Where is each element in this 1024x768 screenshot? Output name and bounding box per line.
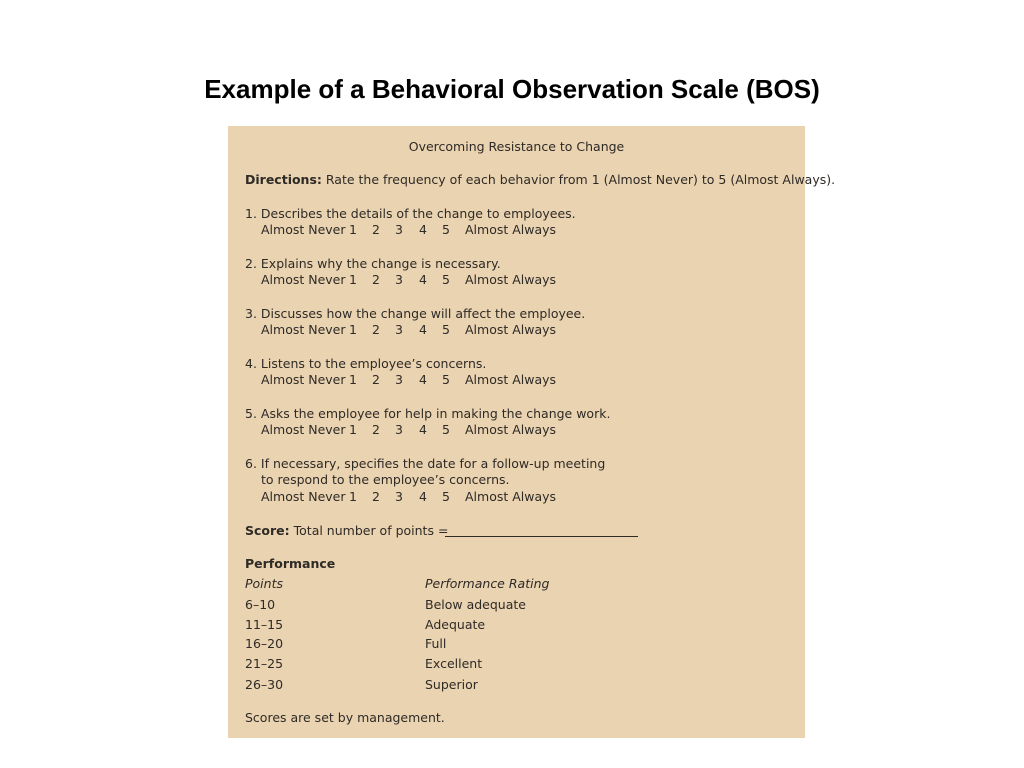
form-heading: Overcoming Resistance to Change: [408, 139, 625, 154]
scale-option-3: 3: [395, 322, 403, 337]
scale-low-label: Almost Never: [261, 372, 346, 387]
scale-low-label: Almost Never: [261, 322, 346, 337]
footnote: Scores are set by management.: [245, 710, 445, 725]
scale-option-4: 4: [419, 272, 427, 287]
scale-option-2: 2: [372, 322, 380, 337]
scale-option-4: 4: [419, 372, 427, 387]
slide-title: Example of a Behavioral Observation Scale (BOS): [204, 74, 820, 104]
scale-option-1: 1: [349, 372, 357, 387]
scale-option-2: 2: [372, 422, 380, 437]
scale-option-1: 1: [349, 272, 357, 287]
scale-option-2: 2: [372, 222, 380, 237]
performance-rating: Full: [425, 636, 447, 651]
performance-row: [245, 677, 645, 693]
points-column-header: Points: [245, 576, 283, 591]
scale-option-2: 2: [372, 272, 380, 287]
scale-low-label: Almost Never: [261, 272, 346, 287]
scale-option-3: 3: [395, 272, 403, 287]
scale-low-label: Almost Never: [261, 222, 346, 237]
performance-row: [245, 597, 645, 613]
points-range: 11–15: [245, 617, 284, 632]
scale-high-label: Almost Always: [465, 372, 557, 387]
scale-option-4: 4: [419, 489, 427, 504]
scale-option-2: 2: [372, 372, 380, 387]
scale-option-1: 1: [349, 322, 357, 337]
scale-high-label: Almost Always: [465, 322, 557, 337]
points-range: 26–30: [245, 677, 284, 692]
scale-low-label: Almost Never: [261, 422, 346, 437]
scale-option-4: 4: [419, 322, 427, 337]
performance-rating: Adequate: [425, 617, 486, 632]
item-2-text: 2. Explains why the change is necessary.: [245, 256, 501, 271]
points-range: 16–20: [245, 636, 284, 651]
points-range: 6–10: [245, 597, 276, 612]
performance-row: [245, 617, 645, 633]
scale-option-5: 5: [442, 422, 450, 437]
scale-high-label: Almost Always: [465, 422, 557, 437]
item-5-text: 5. Asks the employee for help in making the change work.: [245, 406, 611, 421]
scale-option-3: 3: [395, 372, 403, 387]
scale-option-5: 5: [442, 222, 450, 237]
points-range: 21–25: [245, 656, 284, 671]
scale-option-5: 5: [442, 372, 450, 387]
performance-rating: Excellent: [425, 656, 483, 671]
directions-label: Directions:: [245, 172, 322, 187]
directions-text: Rate the frequency of each behavior from 1 (Almost Never) to 5 (Almost Always).: [321, 172, 836, 187]
scale-high-label: Almost Always: [465, 489, 557, 504]
scale-low-label: Almost Never: [261, 489, 346, 504]
scale-option-4: 4: [419, 222, 427, 237]
scale-high-label: Almost Always: [465, 222, 557, 237]
scale-option-4: 4: [419, 422, 427, 437]
performance-header-row: [245, 576, 645, 592]
item-4-text: 4. Listens to the employee’s concerns.: [245, 356, 487, 371]
scale-high-label: Almost Always: [465, 272, 557, 287]
performance-rating: Superior: [425, 677, 478, 692]
scale-option-1: 1: [349, 422, 357, 437]
performance-heading: Performance: [245, 556, 336, 571]
performance-row: [245, 656, 645, 672]
scale-option-1: 1: [349, 222, 357, 237]
scale-option-3: 3: [395, 489, 403, 504]
performance-rating: Below adequate: [425, 597, 526, 612]
score-blank: [445, 536, 638, 537]
scale-option-2: 2: [372, 489, 380, 504]
item-1-text: 1. Describes the details of the change to employees.: [245, 206, 576, 221]
score-text: Total number of points =: [289, 523, 449, 538]
rating-column-header: Performance Rating: [425, 576, 550, 591]
scale-option-5: 5: [442, 489, 450, 504]
item-6-text: 6. If necessary, specifies the date for a follow-up meeting: [245, 456, 606, 471]
directions: [245, 172, 835, 188]
scale-option-1: 1: [349, 489, 357, 504]
item-6-text-cont: to respond to the employee’s concerns.: [261, 472, 510, 487]
scale-option-5: 5: [442, 272, 450, 287]
bos-form: [228, 126, 836, 738]
scale-option-5: 5: [442, 322, 450, 337]
scale-option-3: 3: [395, 222, 403, 237]
performance-row: [245, 636, 645, 652]
item-3-text: 3. Discusses how the change will affect the employee.: [245, 306, 586, 321]
scale-option-3: 3: [395, 422, 403, 437]
score-line-label: [245, 523, 448, 539]
score-label: Score:: [245, 523, 290, 538]
